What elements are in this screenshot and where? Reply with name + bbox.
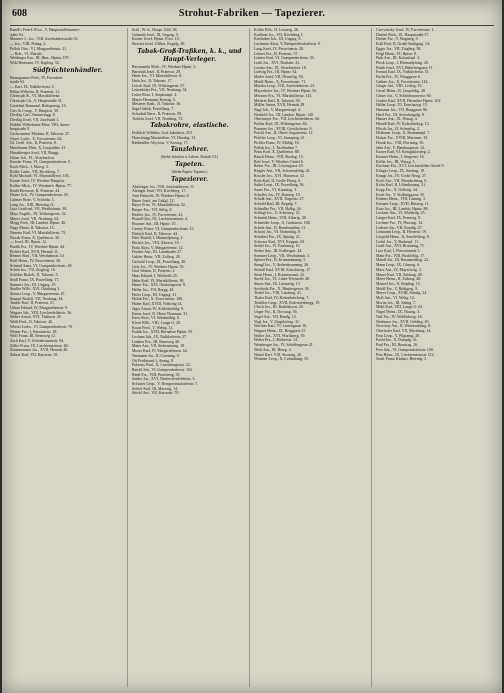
directory-entry: Czerny Franz, VI, Gumpendorferstr. 15. (132, 226, 195, 231)
directory-entry: Schuster Leop., V, Reinprechtsdorferstr. 7. (132, 382, 199, 387)
directory-entry: Stangl Jos., V, Siebenbrunneng. 26. (254, 263, 310, 268)
directory-entry: Thaler Karl, IV, Kettenbrückeng. 7. (254, 296, 310, 301)
directory-entry: Wolf Franz, III, Rennweg 12. (10, 334, 56, 339)
directory-entry: Deiner Frz., V, Wagnerg. 9. (376, 37, 419, 42)
directory-entry: Gerhold Leop., IX, Porzellang. 40. (132, 259, 187, 264)
directory-entry: Schaubal Bern., II, Praterstr. 58. (132, 111, 183, 116)
directory-entry: Czerwinsky Josef, IV, Favoritenstr. 1. (376, 28, 435, 32)
directory-entry: Meixner Frz., VI, Mariahilferstr. 141. (254, 93, 313, 98)
directory-entry: Dubbel Wilhelmine Elise, VIII, Auers- (10, 122, 71, 127)
directory-entry: Daubel Rich., IX, Hauptstraße 37. (376, 32, 430, 37)
directory-entry: Schmidt Heinr., VIII, Albertg. 38. (254, 216, 307, 221)
directory-entry: Müller Anton, XVII, Hernals 28. (254, 103, 306, 108)
directory-entry: Kessler Franz, VI, Gumpendorferstr. 5. (10, 160, 71, 165)
directory-entry: Kolber Mich., IV, Wiednerh. Hptstr. 77. (10, 183, 72, 188)
directory-entry: Koller Hch., II, Lessterg. 26. (254, 28, 299, 32)
directory-entry: Lutz Karl, I, Fleischmarkt 5. (376, 249, 421, 254)
directory-entry: Hauer Frz., XVI, Ottakringerstr. 8. (132, 283, 186, 288)
directory-entry: Graf Johann, II, Praterstr. 2. (132, 269, 176, 274)
directory-entry: Hula Jos., II, Taborstr. 17. (132, 78, 173, 83)
directory-entry: Peschl Ant., II, Obere Augartenstr. 12. (254, 131, 314, 136)
directory-entry: Hauser Ant., IX, Wasag. 4. (376, 117, 418, 122)
directory-entry: Reif Josef, V, Wiedner Gürtel 6. (254, 159, 304, 164)
directory-entry: Pollak Jos., I, Tuchlauben 7. (254, 145, 299, 150)
directory-entry: Jäger Anton, IV, Schleifmühlg. 9. (132, 306, 185, 311)
directory-entry: Pacher Karl, IX, Währingerstr. 84. (254, 122, 308, 127)
directory-entry: Ulrich Jos., III, Radetzkystr. 25. (254, 305, 304, 310)
directory-entry: Pichler Karl, XVII, Hernals 11. (10, 249, 59, 254)
directory-entry: Riedmüller Aloysius, V, Kreuzg. 17. (132, 140, 189, 145)
directory-entry: Fröhlich Wilhelm, Gsd. Jakobsstr. 213. (132, 131, 193, 136)
directory-entry: Schaffer Jos., IV, Rainerg. 19. (254, 192, 301, 197)
directory-entry: Hammer Jos., VII, Burggasse 96. (376, 107, 428, 112)
directory-entry: Sagel Jakob, Porzellang. 7. (132, 107, 175, 112)
directory-entry: Kaiser Karl, VI, Königsklosterg. 2. (376, 150, 431, 155)
directory-entry: Winter Frz., I, Kärntnerstr. 18. (10, 329, 58, 334)
directory-entry: Lindner Frz., III, Rennweg 40. (132, 339, 180, 344)
directory-entry: Schön Jos., VII, Zieglerg. 16. (10, 268, 56, 273)
directory-entry: Schalk Ant., XVII, Jörgerstr. 27. (254, 197, 305, 202)
directory-entry: Marx Ant., IV, Mayerhofg. 3. (376, 267, 422, 272)
directory-entry: Krämer Heinr., VIII, Lammg. 3. (376, 197, 426, 202)
directory-entry: Mandl Jos., III, Rasumofskyg. 22. (376, 258, 430, 263)
directory-entry: Csiv & Comp., V, Hauptstr. 39. (10, 108, 59, 113)
directory-entry: Lackner Ant., VI, Mollardg. 25. (376, 211, 426, 216)
directory-entry: Meier Heinr., II, Zirkusg. 40. (376, 277, 422, 282)
directory-entry: Wild Hermann, IV, Kaplerg. 52. (10, 60, 60, 65)
column-4 (376, 28, 494, 687)
directory-entry: Mahr Frz., VIII, Buchfeldg. 17. (376, 253, 426, 258)
directory-entry: Mayerhofer Jos., IV, Wiedner Hptstr. 92. (254, 89, 318, 94)
directory-entry: Schrott Jos., VI, Hofmühlg. 8. (254, 230, 301, 235)
running-head: Strohut-Fabriken — Tapezierer. (178, 8, 326, 19)
directory-entry: Pollak Otto., VI, Margarethenstr. 21. (10, 46, 68, 51)
directory-entry: Böhm Wilhelm, II, Praterstr. 11. (10, 89, 60, 94)
directory-entry: Zöhrer Karl, VII, Kaiserstr. 35. (10, 353, 59, 358)
directory-entry: Mauer Karl, VII, Seideng. 28. (376, 272, 423, 277)
columns (10, 28, 494, 687)
directory-entry: Geiger Ant., VIII, Lederg. 19. (376, 84, 423, 89)
directory-entry: Maier Ant., VII, Siebensterng. 18. (132, 344, 185, 349)
directory-entry: Hutter Sch., IV, Gumpendorferstr. 29. (10, 193, 69, 198)
directory-entry: Seidel Jos., IV, Paulanerg. 10. (254, 244, 301, 249)
directory-entry: Mautner J., Jos., VIII, Josefstädterstraße 52. (10, 37, 79, 42)
directory-entry: Kreuzer Leop., XVII, Rötzerg. 11. (376, 202, 430, 207)
directory-entry: Hofer Leop., III, Ungarg. 31. (132, 292, 178, 297)
directory-entry: Langer Karl, IX, Pramerg. 9. (376, 216, 421, 221)
directory-entry: Christoph K., VI, Mariahilferstr. (10, 94, 61, 99)
directory-entry: Haller Leop., VI, Esterhazyg. 15. (376, 103, 428, 108)
directory-entry: stätte 64. (10, 32, 25, 37)
directory-entry: Dreißig Carl, Simmeringg. 8. (10, 113, 56, 118)
directory-entry: Gruber Karl, XVII, Hernalser Hptstr. 102. (376, 98, 442, 103)
directory-entry: Nagel Heinr., IX, Thurng. 3. (376, 310, 421, 315)
directory-entry: Weber Frz., I, Bäckerstr. 14. (254, 338, 298, 343)
directory-entry: Gulmath Josef, III, Ungarg. 5. (132, 32, 179, 37)
directory-entry: Fink Ant., III, Kolonitzpl. 3. (376, 56, 420, 61)
directory-entry: Neumann Jos., II, Czerning. 9. (132, 353, 180, 358)
section-heading: Tabak-Groß-Trafiken, k. k., und Haupt-Verleger. (137, 47, 242, 63)
directory-entry: Fuchs Frz., IV, Waaggasse 6. (376, 75, 421, 80)
directory-entry: Bertonniela Mich., IV, Wiedner Hptstr. 2. (132, 64, 197, 69)
directory-entry: Leitner Karl, VI, Gumpendorferstr. 33. (254, 56, 315, 61)
directory-entry: Mogg Ferd., III, Landstr. Hptstr. 46. (10, 221, 67, 226)
directory-entry: Dittrich Karl, II, Taborstr. 44. (132, 231, 178, 236)
directory-entry: Neuhold Jos., III, Landstr. Hptstr. 120. (254, 112, 314, 117)
directory-entry: Prinz Karl, X, Quellenstr. 88. (254, 150, 300, 155)
directory-entry: Menzel Jos., X, Keplerg. 15. (376, 281, 421, 286)
directory-entry: Pachl Jos., X, Dampfg. 31. (376, 338, 418, 343)
section-heading: Tabakrohre, elastische. (150, 122, 229, 130)
directory-entry: Amt Heinrich, IV, Wiedner Hptstr. 6. (132, 193, 190, 198)
directory-entry: Vogl Jos., V, Ziegelofeng. 31. (254, 319, 300, 324)
directory-entry: Fischer Ant., III, Landstraße 27. (132, 250, 182, 255)
directory-entry: Schl., W.-d., Haupt. Gliß, 38. (132, 28, 178, 32)
directory-entry: Kern Alois, VI, Windmühlg. 6. (132, 316, 181, 321)
directory-entry: Kainz Josef, II, Obere Donaustr. 31. (132, 311, 189, 316)
directory-entry: Hahn Karl, VI, Mariahilferstr. 90. (132, 278, 185, 283)
cross-reference: (Siehe Schulen u. Lehrer, Rubrik VI.) (160, 155, 219, 160)
directory-entry: Gabler Heinr., VII, Zollerg. 28. (132, 255, 181, 260)
directory-entry: Reichl Joh., VI, Gumpendorferstr. 104. (132, 367, 193, 372)
directory-entry: Paar Leop., V, Pilgramg. 20. (376, 333, 421, 338)
directory-entry: Kopp Frz., X, Gellertg. 44. (376, 187, 419, 192)
directory-entry: Kastner Heinr., I, Singerstr. 16. (376, 154, 425, 159)
directory-entry: Berger Frz., VII, Stiftg. 8. (132, 208, 173, 213)
directory-entry: Lechner Frz., IV, Phorusg. 14. (376, 220, 423, 225)
column-2 (132, 28, 250, 687)
directory-entry: Mitterer Karl, II, Taborstr. 50. (254, 98, 301, 103)
directory-entry: Sommer Leop., VII, Westbahnstr. 3. (254, 253, 311, 258)
directory-entry: Sailer Leop., IX, Porzellang. 56. (254, 183, 305, 188)
directory-entry: Leitenhöfer Frz., VII, Neubaug. 34. (132, 88, 188, 93)
directory-entry: Fleck Leop., I, Himmelpfortg. 20. (376, 60, 429, 65)
column-3 (254, 28, 372, 687)
directory-entry: Nagy Maria, II, Taborstr. 15. (10, 226, 55, 231)
directory-entry: Stewart Josef, Gffhes, Kegelg. 49. (132, 42, 186, 47)
directory-entry: Wimmer Leop., X, Columbusg. 55. (254, 357, 310, 362)
directory-entry: Lang Josef, IV, Favoritenstr. 20. (254, 46, 304, 51)
directory-entry: Mayr Engelb., IX, Währingerstr. 32. (10, 212, 67, 217)
directory-entry: Hundsberger Josef, VII, Burgg. (10, 150, 59, 155)
directory-entry: Roth Karl, II, Große Pfarrg. 6. (254, 178, 302, 183)
directory-entry: Hartl Frz., III, Sechskrügelg. 8. (376, 112, 425, 117)
directory-entry: Seifert Karl, III, Marxerg. 14. (132, 386, 179, 391)
directory-entry: Mayer Josef, VII, Neubaug. 62. (10, 216, 60, 221)
directory-entry: Mader Josef, VII, Neustiftg. 50. (254, 75, 304, 80)
directory-entry: Klinger Leop., IX, Säuleng. 18. (376, 169, 426, 174)
directory-entry: Zach Karl, V, Schönbrunnerstr. 94. (10, 339, 65, 343)
directory-entry: Stadt, Franz Kinhart, Herreng. 5. (376, 357, 428, 362)
directory-entry: Glaser Jos., V, Schönbrunnerstr. 60. (376, 93, 432, 98)
directory-entry: Stern Heinr., I, Rotenturmstr. 22. (254, 272, 306, 277)
directory-entry: Hirsch Jos., II, Schmelzg. 2. (376, 126, 420, 131)
directory-entry: Moll Ant., VI, Webg. 12. (376, 296, 415, 301)
column-1 (10, 28, 128, 687)
directory-entry: Mann Leop., IX, Glaserg. 6. (376, 263, 420, 268)
directory-entry: Schlögl Jos., V, Arbeiterg. 15. (254, 211, 301, 216)
directory-entry: Riegler Ant., VII, Schottenfeldg. 41. (254, 169, 311, 174)
directory-entry: Urban Eduard, IV, Margarethenstr. 9. (10, 306, 68, 311)
directory-entry: Keller Jos., III, Weyrg. 5. (376, 159, 416, 164)
directory-entry: Scheibl Karl, III, Kegelg. 7. (254, 202, 298, 207)
directory-entry: Trenkler Leop., XVII, Kalvarienbergg. 19. (254, 300, 321, 305)
directory-entry: Geyer Ludw., X, Favoritenstr. 62. (10, 136, 63, 141)
directory-entry: Kraus Ferd., V, Wehrg. 11. (132, 325, 174, 330)
directory-entry: Bauer Josef, am Gußgl. 12. (132, 198, 175, 203)
directory-entry: Gschwantner Mathias, II, Taborstr. 27. (10, 132, 70, 137)
directory-entry: Christoph Ch., V, Hauptstraße 31. (10, 99, 63, 104)
directory-entry: Horak Jos., VIII, Florianig. 50. (376, 140, 425, 145)
directory-entry: Schwarz Karl, XVI, Koppstr. 63. (254, 239, 306, 244)
directory-entry: Kirchner Frz., XVI, Lerchenfelder Gürtel 9. (376, 164, 445, 169)
directory-entry: Pokorny Rud., X, Laxenburgerstr. 22. (132, 363, 191, 368)
directory-entry: Brandl Otto, IX, Liechtensteinstr. 4. (132, 217, 188, 222)
directory-entry: Matzka Leop., VIII, Josefstädterstr. 23. (254, 84, 315, 89)
directory-entry: Schmid Anna, VI, Gumpendorferstr. 48. (10, 263, 73, 268)
directory-entry: Kohn Karl, II, Lilienbrunng. 21. (376, 183, 427, 188)
directory-entry: Zimmermann Jos., XVII, Hernals 40. (10, 348, 69, 353)
directory-entry: Leopold Heinr., X, Senefelderg. 8. (376, 234, 430, 239)
directory-entry: Strobl Jos., VI, Linke Wienzeile 48. (254, 277, 310, 282)
directory-entry: Leiter Rosa, I, Stephanspl. 4. (132, 93, 178, 98)
directory-entry: Heindl Karl, IV, Kolschitzkyg. 13. (376, 122, 430, 127)
directory-entry: Schubert Frz., IX, Spitalg. 21. (254, 234, 301, 239)
directory-entry: bergstraße 9. (10, 127, 31, 132)
section-heading: Südfrüchtenhändler. (32, 66, 103, 74)
directory-entry: Wachter Karl, VI, Liniengasse 16. (254, 324, 308, 329)
directory-entry: Moritz Jos., III, Salmg. 7. (376, 300, 417, 305)
directory-entry: Steindl Karl, XVIII, Kutschkerg. 17. (254, 267, 311, 272)
directory-entry: Frank Josef, XVI, Habichergasse 11. (376, 65, 434, 70)
directory-entry: Gl. Gräff. Joh., II, Praterstr. 8. (10, 141, 57, 146)
directory-entry: Stöckl Ant., VII, Kaiserstr. 70. (132, 391, 180, 396)
directory-entry: Schneider Leop., X, Gudrunstr. 100. (254, 220, 311, 225)
directory-entry: Sommer Jos., III, Ungarg. 19. (10, 282, 57, 287)
directory-entry: Hofbauer Leop., X, Reumannpl. 7. (376, 131, 431, 136)
directory-entry: Schindler Frz., VII, Halbg. 24. (254, 206, 302, 211)
directory-entry: Stadler Wilh., XVI, Ottakring 3. (10, 287, 61, 292)
directory-entry: Nagl Joh., V, Margaretenpl. 4. (254, 107, 301, 112)
directory-entry: Wagner Joh., VIII, Lerchenfelderstr. 36. (10, 310, 73, 315)
directory-entry: Nemetz Karl, VI, Mariahilferstr. 75. (10, 230, 67, 235)
directory-entry: Lehmann Leop., II, Heinestr. 19. (376, 230, 427, 235)
directory-entry: Baumgartner Ferd., IV, Favoriten- (10, 75, 64, 80)
section-heading: Tanzlehrer. (170, 146, 209, 154)
directory-entry: Ludwig Frz., III, Hptstr. 62. (254, 70, 298, 75)
directory-entry: Paulik Frz., IV, Wiedner Hptstr. 44. (10, 244, 66, 249)
section-heading: Tapezierer. (171, 175, 208, 183)
directory-entry: Sauer Frz., VI, Kaunitzg. 3. (254, 187, 298, 192)
directory-entry: Hafer Jos., VI, Mariahilferstr. 8. (132, 74, 182, 79)
directory-entry: Sattler Jos., XVI, Neulerchenfelderstr. 3. (132, 377, 196, 382)
directory-entry: Krahl Eleonore, II, Praterstr. 44. (10, 188, 61, 193)
directory-entry: Cortelnal Raimund, Heiligenstg. 13. (10, 103, 67, 108)
cross-reference: (Siehe Papier-Tapeten.) (171, 169, 208, 174)
directory-entry: Tschida Josef, VII, Neubaug. 73. (132, 116, 184, 121)
directory-entry: Swoboda Frz., X, Himbergerstr. 30. (254, 286, 310, 291)
directory-entry: Dreißig Josef, VII, Josefstadt 1. (10, 117, 60, 122)
directory-entry: — Josef, III, Hptstr. 12. (10, 240, 47, 245)
directory-entry: Spitzer Frz., II, Krummbaumg. 5. (254, 258, 307, 263)
directory-entry: Heller Jos., VII, Burgg. 44. (132, 288, 175, 293)
directory-entry: Kraßnitz Jos., VII, Kirchberg 1. (254, 32, 304, 37)
directory-entry: Scholz Ant., II, Rembrandtstr. 11. (254, 225, 307, 230)
directory-entry: Weidinger Kar., III, Hint., Hptstr. 197. (10, 56, 70, 61)
directory-entry: Mesterer Kath., II, Taborstr. 36. (132, 102, 182, 107)
directory-entry: Kraft Jos., V, Stolberggasse 30. (376, 192, 425, 197)
directory-entry: Kunze Josef, IV, Wiedner Hauptstr. (10, 179, 65, 184)
directory-entry: Petz Heinr., IX, Liechtensteinstr. 112. (376, 352, 435, 357)
directory-entry: Haselmann Elise, X, Leopoldstr. 41. (10, 146, 67, 151)
directory-entry: Knapp Jos., IV, Große Neug. 27. (376, 173, 427, 178)
directory-entry: — Karl, IX, Nußdorferstr. 3. (10, 85, 55, 90)
directory-entry: Oberhofer Karl, VII, Myrtheng. 14. (376, 329, 432, 333)
directory-entry: Sturm Ant., IX, Lazarettg. 13. (254, 281, 301, 286)
directory-entry: Alzinger Josef, VII, Kirchberg. 17. (132, 189, 187, 194)
directory-entry: Lahmer Rose, V, Schönbr. 5. (10, 197, 55, 202)
directory-entry: — Rob., VI, Mariah. (10, 51, 43, 56)
directory-entry: Vogel Ant., VII, Bandg. 12. (254, 314, 297, 319)
directory-entry: Riedl Frz., VIII, Piaristeng. 35. (132, 372, 181, 377)
directory-entry: Weiß Ferd., II, Taborstr. 26. (10, 320, 54, 325)
directory-entry: Koch Ant., VII, Mondscheing. 6. (376, 178, 428, 183)
directory-entry: Weiß Ant., III, Hetzg. 4. (254, 347, 292, 352)
section-heading: Tapeten. (175, 160, 204, 168)
directory-entry: Barnrath Josef, II, Praterstr. 29. (132, 69, 181, 74)
directory-entry: Lechner Joh., IX, Nußdorferstr. 27. (132, 335, 187, 340)
directory-entry: Ott Ferdinand, I, Annag. 8. (132, 358, 174, 363)
directory-entry: Julian Joh., IX, Alserbachstr. (10, 155, 55, 160)
directory-entry: Ehrlich Jos., VIII, Alserstr. 19. (132, 240, 180, 245)
directory-entry: Schöber Rudolf, II, Taborstr. 5. (10, 273, 59, 278)
directory-entry: — Jos., VIII, Prinzg. 2. (10, 42, 47, 47)
directory-entry: Seidl Franz, IX, Porzellang. 17. (10, 277, 60, 282)
directory-entry: Egger Jos., VII, Zieglerg. 58. (376, 46, 422, 51)
directory-entry: Sieber Ant., III, Erdbergstr. 44. (254, 249, 303, 254)
directory-entry: Pichler Franz, IV, Mühlg. 16. (254, 140, 300, 145)
directory-entry: Tauber Karl, II, Praterstr. 21. (10, 301, 55, 306)
directory-entry: Teufel Jos., VIII, Laudong. 41. (254, 291, 302, 296)
directory-entry: Gerstl Heinr., II, Leopoldsg. 28. (376, 89, 426, 94)
directory-entry: Moser Karl, IV, Margarethenstr. 64. (132, 349, 188, 354)
directory-entry: Wieser Ludw., VI, Gumpendorferstr. 70. (10, 324, 73, 329)
directory-entry: Abeltinger Jos., VIII, Josefstädterstr. 11. (132, 184, 195, 189)
directory-entry: Paul Frz., III, Beatrixg. 26. (376, 343, 419, 348)
directory-entry: Huber Karl, XVIII, Währing 14. (132, 302, 183, 307)
directory-entry: straße 92. (10, 80, 26, 85)
directory-entry: Hutschnigg Maximilian, VI, Hirschg. 13. (132, 135, 197, 140)
directory-entry: Pfeiffer Leop., VI, Stumperg. 21. (254, 136, 306, 141)
directory-entry: Stumpf Rudolf, VII, Neubaug. 44. (10, 296, 64, 301)
directory-entry: Kronn. Josef, Hptstr. Frsw. 10. (132, 37, 180, 42)
header-rule (10, 25, 494, 26)
directory-entry: Weber Anton, XVI, Thaliastr. 20. (10, 315, 62, 320)
directory-entry: Reimer Rud., VII, Westbahnstr. 14. (10, 254, 65, 259)
directory-entry: Wenzl Karl, VIII, Strozzig. 26. (254, 352, 303, 357)
directory-entry: Weinberger Jos., IV, Schäffergasse 21. (254, 343, 314, 348)
directory-entry: Neubauer Jos., XVII, Geblerg. 29. (376, 319, 430, 324)
directory-entry: Kubik Jos., XVII, Hernalser Hptstr. 55. (132, 330, 194, 335)
directory-entry: Götz Jos., IV, Wiedner Hptstr. 53. (132, 264, 185, 269)
directory-entry: Wagner Heinr., IX, Berggasse 27. (254, 329, 307, 333)
directory-entry: Eder Rudolf, I, Himmelpfortg. 1. (132, 236, 184, 241)
directory-entry: Eckl Karl, II, Große Stadtgutg. 14. (376, 42, 430, 47)
directory-entry: Haas Eduard, I, Wollzeile 25. (132, 273, 178, 278)
directory-entry: Mühl Karl, VIII, Lange G. 62. (376, 305, 424, 310)
directory-entry: Reiter Frz., III, Löwengasse 29. (254, 164, 304, 169)
directory-entry: Reiß Heinr., IV, Favoritenstr. 30. (10, 259, 61, 264)
directory-entry: Feigl Heinr., VI, Hptstr. 8. (376, 51, 417, 56)
directory-entry: Bayer Fritz, VI, Mariahilferstr. 32. (132, 203, 186, 208)
directory-entry: Naß Frz., IV, Wohllebeng. 16. (376, 314, 423, 319)
directory-entry: Bichler Jos., IV, Favoritenstr. 41. (132, 212, 184, 217)
directory-entry: Rundt's Peterk Wwe., V, Hauptstraßensamer- (10, 28, 81, 32)
directory-entry: Kohl Michael, VI, Mariahilferstr. 103. (10, 174, 70, 179)
directory-entry: Brunner Ant., III, Hptstr. 10. (132, 222, 177, 227)
directory-entry: Walter Jos., XVI, Wurlitzerg. 39. (254, 333, 306, 338)
directory-entry: Obermayer Frz., VII, Lerchenfelderstr. 66. (254, 117, 321, 122)
directory-entry: Merkl Frz., V, Rüdigerg. 9. (376, 286, 419, 291)
directory-entry: Unger Frz., II, Novarag. 36. (254, 310, 298, 315)
directory-entry: Jahn Ant., V, Hamburgerstr. 12. (376, 145, 425, 150)
directory-entry: Leisch Karl, IX, Währingerstr. 57. (132, 83, 186, 88)
directory-entry: Rössler Jos., XVI, Hasnerstr. 52. (254, 173, 305, 178)
directory-entry: Lederer Jos., VII, Kandlg. 37. (376, 225, 423, 230)
directory-entry: Lichtl Jos., V, Bacherpl. 11. (376, 239, 420, 244)
directory-entry: Steiner Leop., V, Margaretenstr. 47. (10, 291, 66, 296)
page-number: 608 (12, 8, 27, 19)
directory-entry: Holzer Frz., XVIII, Martinstr. 33. (376, 136, 429, 141)
directory-entry: Novak Franz, X, Quellenstr. 30. (10, 235, 60, 240)
directory-entry: Mayer Hermann, Kreuzg. 5. (132, 97, 176, 102)
directory-entry: Holub Frz., X, Favoritenstr. 106. (132, 297, 183, 302)
directory-entry: Lang Jos., XIII, Hietzing 21. (10, 202, 55, 207)
directory-entry: Pammer Jos., XVIII, Gersthoferstr. 9. (254, 126, 313, 131)
directory-entry: Freund Karl, IX, Nußdorferstr. 51. (376, 70, 430, 75)
directory-entry: Koch Mich., I, Marcg. 3. (10, 164, 49, 169)
directory-entry: Kolbe Ludw., VII, Kirchberg. 7. (10, 169, 61, 174)
directory-entry: Klein Wilh., VIII, Lange G. 20. (132, 320, 181, 325)
directory-entry: Liebl Jos., XVI, Thaliastr. 41. (254, 60, 301, 65)
directory-entry: Peer Ant., VI, Gumpendorferstr. 150. (376, 347, 434, 352)
directory-entry: Lachmair Alois, V, Reinprechtsdorferstr. 9. (254, 42, 321, 47)
directory-entry: Zeller Franz, IX, Liechtensteinstr. 60. (10, 343, 69, 348)
directory-page (2, 0, 502, 693)
directory-entry: Rauch Heinr., VIII, Skodag. 13. (254, 154, 304, 159)
directory-entry: Kriehuber Joh., III, Ungarg. 8. (254, 37, 302, 42)
directory-entry: Lindl Ant., XVI, Brunneng. 71. (376, 244, 425, 249)
directory-entry: Fiala Alois, V, Margaretenstr. 12. (132, 245, 184, 250)
directory-entry: Lehner Frz., II, Praterstr. 37. (254, 51, 299, 56)
page-header (10, 8, 494, 24)
directory-entry: Markl Heinr., X, Favoritenstr. 71. (254, 79, 307, 84)
directory-entry: Meyer Leop., XVIII, Schulg. 24. (376, 291, 428, 296)
directory-entry: Gaßner Jos., X, Favoritenstr. 142. (376, 79, 429, 84)
directory-entry: Lorenz Ant., IX, Alserbachstr. 18. (254, 65, 307, 70)
directory-entry: Lutz Gottfried, VII, Westbahnstr. 39. (10, 207, 68, 212)
directory-entry: Kurz Jos., III, Landstr. Hptstr. 88. (376, 206, 429, 211)
directory-entry: Nowotny Ant., II, Weintraubeng. 8. (376, 324, 432, 329)
